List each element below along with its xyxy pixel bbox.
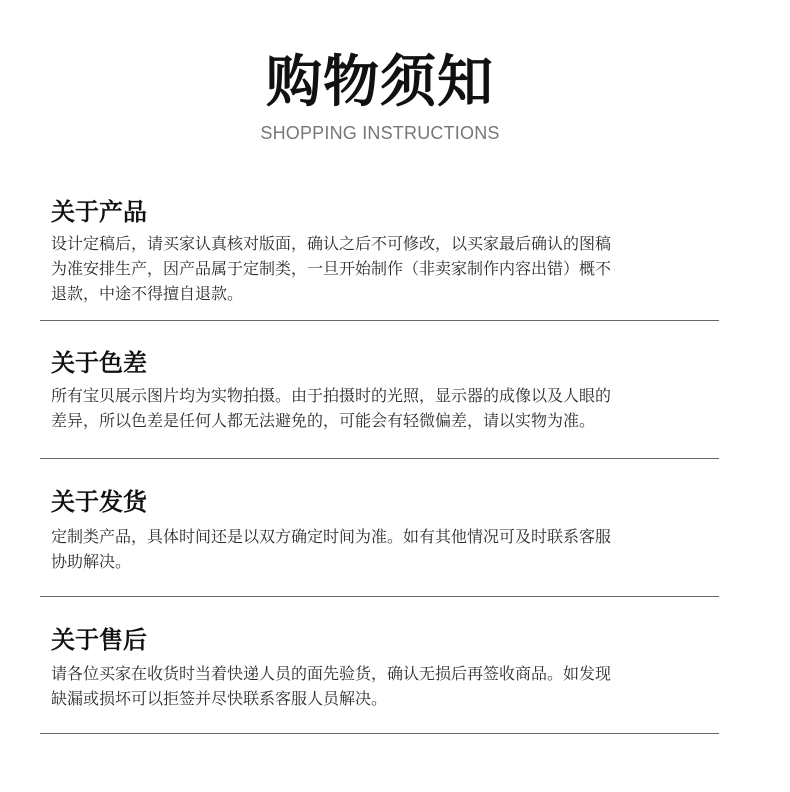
section-divider — [40, 596, 719, 597]
section-heading-shipping: 关于发货 — [51, 488, 147, 516]
body-line: 定制类产品，具体时间还是以双方确定时间为准。如有其他情况可及时联系客服 — [51, 527, 612, 546]
body-line: 为准安排生产，因产品属于定制类，一旦开始制作（非卖家制作内容出错）概不 — [51, 259, 612, 278]
body-line: 退款，中途不得擅自退款。 — [51, 284, 244, 303]
section-heading-after-sales: 关于售后 — [51, 626, 147, 654]
page-subtitle: SHOPPING INSTRUCTIONS — [260, 123, 500, 143]
body-line: 请各位买家在收货时当着快递人员的面先验货，确认无损后再签收商品。如发现 — [51, 664, 612, 683]
section-body-product — [51, 231, 701, 306]
body-line: 差异，所以色差是任何人都无法避免的，可能会有轻微偏差，请以实物为准。 — [51, 411, 596, 430]
section-heading-color-difference: 关于色差 — [51, 349, 147, 377]
body-line: 协助解决。 — [51, 552, 132, 571]
body-line: 缺漏或损坏可以拒签并尽快联系客服人员解决。 — [51, 689, 388, 708]
section-divider — [40, 458, 719, 459]
section-body-color-difference — [51, 383, 701, 433]
page-title: 购物须知 — [266, 50, 494, 115]
section-body-after-sales — [51, 661, 701, 711]
page-header — [0, 0, 790, 160]
section-divider — [40, 320, 719, 321]
section-divider — [40, 733, 719, 734]
section-body-shipping — [51, 524, 701, 574]
body-line: 设计定稿后，请买家认真核对版面，确认之后不可修改，以买家最后确认的图稿 — [51, 234, 612, 253]
body-line: 所有宝贝展示图片均为实物拍摄。由于拍摄时的光照，显示器的成像以及人眼的 — [51, 386, 612, 405]
section-heading-product: 关于产品 — [51, 198, 147, 226]
